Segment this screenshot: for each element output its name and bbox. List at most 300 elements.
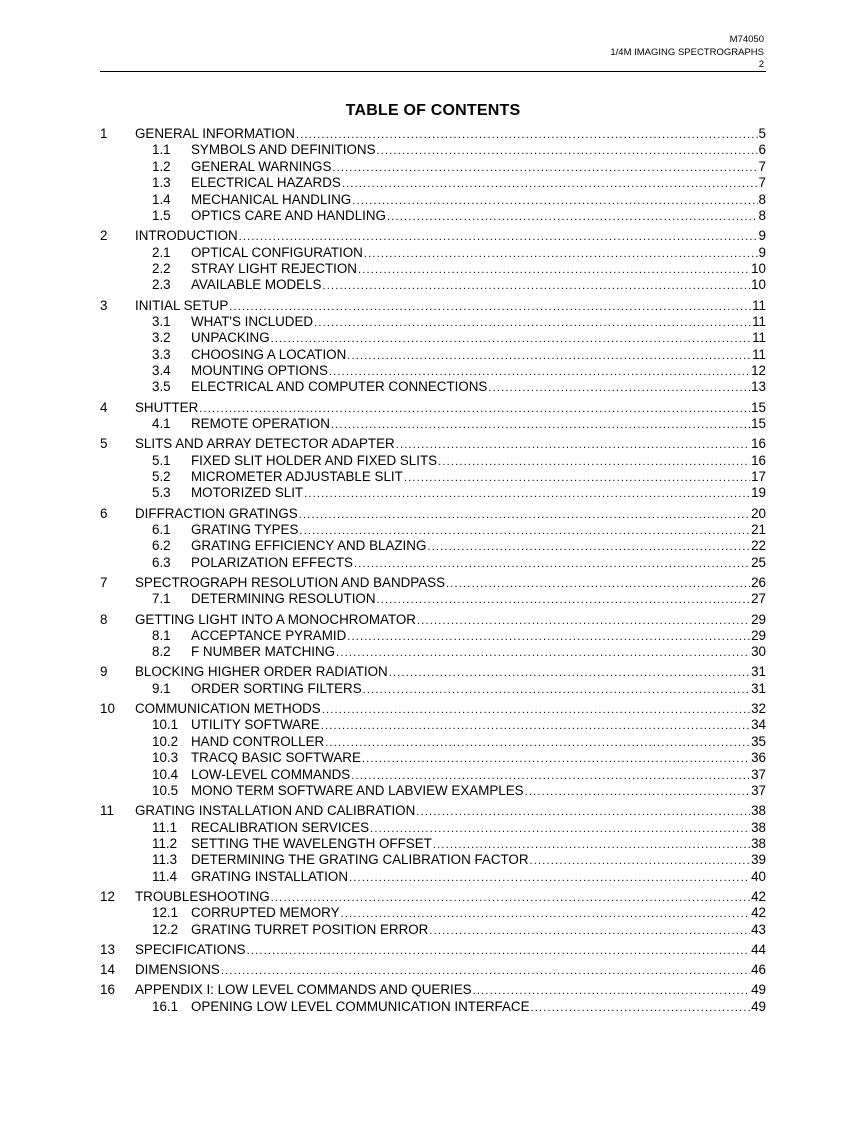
toc-entry-number: 11.3 [152, 852, 178, 868]
dot-leader [351, 768, 750, 784]
dot-leader [417, 613, 750, 629]
toc-subsection-entry[interactable] [100, 469, 766, 485]
toc-subsection-entry[interactable] [100, 314, 766, 330]
toc-entry-number: 6.3 [152, 554, 171, 570]
toc-entry-label: SHUTTER [135, 399, 199, 415]
toc-entry-label: TRACQ BASIC SOFTWARE [191, 750, 361, 766]
dot-leader [488, 380, 750, 396]
toc-entry-label: OPTICS CARE AND HANDLING [191, 207, 386, 223]
toc-page-number: 7 [758, 158, 766, 174]
toc-section [100, 436, 766, 502]
toc-subsection-entry[interactable] [100, 277, 766, 293]
toc-page-number: 19 [751, 485, 766, 501]
dot-leader [332, 160, 757, 176]
toc-entry-line [135, 612, 766, 629]
toc-entry-line [191, 245, 766, 262]
toc-entry-label: INITIAL SETUP [135, 297, 229, 313]
toc-page-number: 15 [751, 399, 766, 415]
document-number: M74050 [729, 34, 764, 45]
toc-page-number: 34 [751, 717, 766, 733]
dot-leader [304, 486, 750, 502]
toc-page-number: 16 [751, 452, 766, 468]
toc-entry-number: 10.4 [152, 766, 179, 782]
dot-leader [336, 645, 750, 661]
toc-section-entry[interactable] [100, 228, 766, 244]
dot-leader [377, 143, 758, 159]
toc-page-number: 38 [751, 819, 766, 835]
toc-subsection-entry[interactable] [100, 330, 766, 346]
toc-entry-line [135, 664, 766, 681]
toc-entry-label: DIFFRACTION GRATINGS [135, 505, 298, 521]
toc-subsection-entry[interactable] [100, 142, 766, 158]
toc-entry-line [135, 803, 766, 820]
toc-entry-line [191, 175, 766, 192]
dot-leader [296, 127, 758, 143]
toc-entry-label: LOW-LEVEL COMMANDS [191, 766, 351, 782]
toc-page-number: 36 [751, 750, 766, 766]
toc-entry-number: 8.2 [152, 644, 171, 660]
toc-section-entry[interactable] [100, 400, 766, 416]
toc-entry-line [191, 628, 766, 645]
toc-section-entry[interactable] [100, 982, 766, 998]
toc-section-entry[interactable] [100, 298, 766, 314]
toc-entry-label: GRATING TURRET POSITION ERROR [191, 921, 429, 937]
toc-subsection-entry[interactable] [100, 820, 766, 836]
toc-subsection-entry[interactable] [100, 836, 766, 852]
toc-page-number: 10 [751, 277, 766, 293]
toc-entry-line [191, 522, 766, 539]
toc-subsection-entry[interactable] [100, 538, 766, 554]
toc-entry-line [191, 208, 766, 225]
toc-page-number: 39 [751, 852, 766, 868]
toc-entry-label: SPECIFICATIONS [135, 941, 246, 957]
toc-entry-label: DETERMINING THE GRATING CALIBRATION FACTOR [191, 852, 529, 868]
toc-page-number: 35 [751, 733, 766, 749]
dot-leader [329, 364, 750, 380]
toc-section [100, 228, 766, 294]
toc-entry-line [135, 400, 766, 417]
toc-entry-line [191, 485, 766, 502]
toc-subsection-entry[interactable] [100, 905, 766, 921]
toc-subsection-entry[interactable] [100, 999, 766, 1015]
toc-entry-number: 6.2 [152, 538, 171, 554]
toc-entry-line [191, 142, 766, 159]
dot-leader [299, 523, 750, 539]
toc-page-number: 6 [758, 142, 766, 158]
toc-section [100, 962, 766, 978]
dot-leader [342, 176, 758, 192]
toc-entry-label: SPECTROGRAPH RESOLUTION AND BANDPASS [135, 574, 446, 590]
toc-entry-label: REMOTE OPERATION [191, 416, 330, 432]
toc-entry-number: 12.1 [152, 905, 179, 921]
toc-entry-line [191, 416, 766, 433]
toc-subsection-entry[interactable] [100, 416, 766, 432]
toc-entry-label: BLOCKING HIGHER ORDER RADIATION [135, 664, 388, 680]
toc-entry-number: 16 [100, 982, 115, 998]
dot-leader [354, 556, 750, 572]
dot-leader [363, 682, 750, 698]
toc-entry-number: 11.1 [152, 819, 178, 835]
toc-page-number: 29 [751, 611, 766, 627]
dot-leader [347, 629, 750, 645]
toc-subsection-entry[interactable] [100, 869, 766, 885]
toc-subsection-entry[interactable] [100, 852, 766, 868]
toc-entry-line [191, 905, 766, 922]
toc-subsection-entry[interactable] [100, 644, 766, 660]
toc-entry-label: ACCEPTANCE PYRAMID [191, 627, 347, 643]
toc-subsection-entry[interactable] [100, 750, 766, 766]
dot-leader [362, 751, 750, 767]
toc-entry-line [191, 453, 766, 470]
toc-page-number: 17 [751, 469, 766, 484]
toc-subsection-entry[interactable] [100, 922, 766, 938]
toc-entry-label: STRAY LIGHT REJECTION [191, 260, 357, 276]
toc-entry-line [191, 852, 766, 869]
toc-entry-label: UNPACKING [191, 330, 270, 346]
toc-entry-number: 13 [100, 941, 115, 957]
toc-section [100, 701, 766, 799]
toc-page-number: 5 [758, 126, 766, 141]
toc-entry-label: AVAILABLE MODELS [191, 277, 322, 293]
toc-page-number: 31 [751, 664, 766, 680]
toc-entry-line [135, 126, 766, 143]
toc-entry-number: 12.2 [152, 921, 179, 937]
toc-subsection-entry[interactable] [100, 555, 766, 571]
dot-leader [321, 718, 750, 734]
toc-page-number: 30 [751, 644, 766, 660]
toc-page-number: 20 [751, 505, 766, 521]
toc-subsection-entry[interactable] [100, 208, 766, 224]
toc-section [100, 298, 766, 396]
toc-section [100, 126, 766, 224]
toc-section-entry[interactable] [100, 701, 766, 717]
toc-entry-number: 5.3 [152, 485, 171, 501]
dot-leader [229, 299, 751, 315]
page-title: TABLE OF CONTENTS [345, 102, 521, 119]
toc-entry-label: GENERAL INFORMATION [135, 126, 295, 141]
toc-entry-number: 11.4 [152, 868, 178, 884]
toc-entry-line [191, 681, 766, 698]
toc-entry-label: WHAT'S INCLUDED [191, 313, 314, 329]
toc-subsection-entry[interactable] [100, 363, 766, 379]
toc-entry-number: 2.3 [152, 277, 171, 293]
toc-entry-number: 10.3 [152, 750, 179, 766]
toc-page-number: 9 [758, 244, 766, 260]
toc-entry-line [191, 379, 766, 396]
dot-leader [331, 417, 750, 433]
toc-entry-number: 9 [100, 664, 108, 680]
toc-entry-line [191, 999, 766, 1016]
toc-page-number: 46 [751, 962, 766, 978]
toc-section [100, 575, 766, 608]
toc-page-number: 11 [752, 330, 766, 346]
dot-leader [525, 784, 751, 800]
toc-entry-label: UTILITY SOFTWARE [191, 717, 320, 733]
toc-page-number: 37 [751, 783, 766, 799]
toc-entry-line [191, 644, 766, 661]
toc-entry-label: OPTICAL CONFIGURATION [191, 244, 363, 260]
toc-entry-line [135, 962, 766, 979]
toc-entry-line [135, 889, 766, 906]
toc-page-number: 27 [751, 591, 766, 607]
toc-entry-line [135, 436, 766, 453]
toc-entry-line [135, 506, 766, 523]
dot-leader [404, 470, 750, 486]
toc-subsection-entry[interactable] [100, 485, 766, 501]
toc-entry-label: MECHANICAL HANDLING [191, 191, 352, 207]
toc-subsection-entry[interactable] [100, 681, 766, 697]
toc-subsection-entry[interactable] [100, 347, 766, 363]
dot-leader [530, 853, 751, 869]
toc-section-entry[interactable] [100, 506, 766, 522]
dot-leader [438, 454, 750, 470]
toc-entry-label: ELECTRICAL AND COMPUTER CONNECTIONS [191, 379, 488, 395]
toc-subsection-entry[interactable] [100, 245, 766, 261]
toc-section [100, 400, 766, 433]
dot-leader [473, 983, 751, 999]
toc-entry-number: 1.1 [152, 142, 171, 158]
toc-entry-number: 10.5 [152, 783, 179, 799]
toc-entry-label: CORRUPTED MEMORY [191, 905, 340, 921]
toc-entry-label: OPENING LOW LEVEL COMMUNICATION INTERFACE [191, 998, 530, 1014]
dot-leader [325, 735, 750, 751]
dot-leader [221, 963, 750, 979]
toc-entry-line [191, 192, 766, 209]
dot-leader [370, 821, 750, 837]
toc-entry-number: 2.1 [152, 244, 171, 260]
toc-entry-line [135, 228, 766, 245]
toc-entry-label: MOUNTING OPTIONS [191, 363, 328, 379]
dot-leader [299, 507, 750, 523]
toc-entry-number: 1.3 [152, 175, 171, 191]
toc-page-number: 25 [751, 554, 766, 570]
toc-subsection-entry[interactable] [100, 192, 766, 208]
toc-section [100, 612, 766, 661]
toc-section-entry[interactable] [100, 436, 766, 452]
document-title: 1/4M IMAGING SPECTROGRAPHS [610, 46, 764, 58]
toc-entry-line [191, 314, 766, 331]
toc-page-number: 7 [758, 175, 766, 191]
toc-entry-number: 5 [100, 436, 108, 452]
dot-leader [396, 437, 750, 453]
toc-page-number: 32 [751, 701, 766, 717]
toc-page-number: 40 [751, 868, 766, 884]
toc-page-number: 21 [751, 521, 766, 537]
toc-entry-number: 3 [100, 297, 108, 313]
toc-subsection-entry[interactable] [100, 175, 766, 191]
toc-page-number: 44 [751, 941, 766, 957]
toc-entry-line [135, 982, 766, 999]
toc-entry-line [191, 347, 766, 364]
dot-leader [387, 209, 758, 225]
toc-section [100, 942, 766, 958]
table-of-contents [100, 126, 766, 1019]
toc-entry-label: INTRODUCTION [135, 228, 238, 244]
toc-subsection-entry[interactable] [100, 767, 766, 783]
toc-entry-number: 16.1 [152, 998, 179, 1014]
toc-section-entry[interactable] [100, 889, 766, 905]
toc-entry-line [191, 555, 766, 572]
toc-page-number: 8 [758, 191, 766, 207]
toc-section-entry[interactable] [100, 803, 766, 819]
toc-page-number: 26 [751, 574, 766, 590]
toc-page-number: 8 [758, 207, 766, 223]
toc-entry-label: TROUBLESHOOTING [135, 888, 270, 904]
toc-entry-label: SETTING THE WAVELENGTH OFFSET [191, 835, 432, 851]
toc-entry-label: ELECTRICAL HAZARDS [191, 175, 341, 191]
toc-entry-label: SLITS AND ARRAY DETECTOR ADAPTER [135, 436, 395, 452]
toc-entry-number: 1.2 [152, 158, 171, 174]
toc-entry-label: GRATING INSTALLATION AND CALIBRATION [135, 803, 416, 819]
toc-entry-label: COMMUNICATION METHODS [135, 701, 321, 717]
toc-entry-label: GRATING INSTALLATION [191, 868, 348, 884]
toc-entry-label: GENERAL WARNINGS [191, 158, 332, 174]
page-header [610, 34, 764, 72]
toc-entry-label: HAND CONTROLLER [191, 733, 325, 749]
toc-entry-line [191, 922, 766, 939]
toc-page-number: 9 [758, 228, 766, 244]
toc-entry-number: 1.5 [152, 207, 171, 223]
toc-entry-label: RECALIBRATION SERVICES [191, 819, 370, 835]
dot-leader [352, 193, 757, 209]
toc-section-entry[interactable] [100, 942, 766, 958]
toc-entry-number: 3.3 [152, 346, 171, 362]
toc-entry-line [191, 330, 766, 347]
toc-entry-label: F NUMBER MATCHING [191, 644, 336, 660]
page-number: 2 [758, 59, 764, 70]
dot-leader [358, 262, 750, 278]
toc-entry-number: 11 [100, 803, 114, 819]
toc-section-entry[interactable] [100, 575, 766, 591]
toc-page-number: 10 [751, 260, 766, 276]
dot-leader [433, 837, 750, 853]
toc-entry-number: 9.1 [152, 680, 171, 696]
toc-entry-label: MONO TERM SOFTWARE AND LABVIEW EXAMPLES [191, 783, 524, 799]
toc-page-number: 49 [751, 982, 766, 998]
toc-entry-line [135, 298, 766, 315]
dot-leader [271, 890, 750, 906]
toc-page-number: 15 [751, 416, 766, 432]
toc-entry-number: 12 [100, 888, 115, 904]
dot-leader [314, 315, 751, 331]
toc-page-number: 13 [751, 379, 766, 395]
toc-section [100, 889, 766, 938]
toc-entry-line [191, 261, 766, 278]
toc-section-entry[interactable] [100, 126, 766, 142]
toc-entry-line [191, 717, 766, 734]
toc-entry-label: MICROMETER ADJUSTABLE SLIT [191, 469, 403, 484]
toc-subsection-entry[interactable] [100, 783, 766, 799]
toc-entry-label: GETTING LIGHT INTO A MONOCHROMATOR [135, 611, 416, 627]
header-rule [100, 71, 766, 72]
dot-leader [429, 923, 750, 939]
toc-entry-number: 3.1 [152, 313, 171, 329]
dot-leader [341, 906, 751, 922]
toc-subsection-entry[interactable] [100, 734, 766, 750]
toc-entry-number: 6 [100, 505, 108, 521]
toc-entry-number: 10.2 [152, 733, 179, 749]
toc-subsection-entry[interactable] [100, 522, 766, 538]
toc-entry-number: 6.1 [152, 521, 171, 537]
toc-entry-label: CHOOSING A LOCATION [191, 346, 347, 362]
dot-leader [322, 702, 750, 718]
toc-section [100, 803, 766, 885]
toc-entry-number: 1.4 [152, 191, 171, 207]
toc-entry-line [191, 750, 766, 767]
toc-entry-number: 4 [100, 399, 108, 415]
toc-page-number: 31 [751, 680, 766, 696]
toc-page-number: 49 [751, 998, 766, 1014]
toc-entry-number: 10.1 [152, 717, 179, 733]
toc-entry-number: 3.5 [152, 379, 171, 395]
toc-page-number: 16 [751, 436, 766, 452]
toc-entry-number: 2.2 [152, 260, 171, 276]
toc-entry-line [191, 836, 766, 853]
toc-entry-label: FIXED SLIT HOLDER AND FIXED SLITS [191, 452, 438, 468]
dot-leader [427, 539, 750, 555]
toc-entry-number: 1 [100, 126, 108, 141]
toc-subsection-entry[interactable] [100, 261, 766, 277]
toc-entry-label: APPENDIX I: LOW LEVEL COMMANDS AND QUERIES [135, 982, 472, 998]
toc-section-entry[interactable] [100, 664, 766, 680]
toc-entry-line [191, 734, 766, 751]
toc-entry-label: GRATING TYPES [191, 521, 299, 537]
toc-entry-number: 11.2 [152, 835, 178, 851]
dot-leader [377, 592, 751, 608]
toc-entry-label: GRATING EFFICIENCY AND BLAZING [191, 538, 427, 554]
toc-section [100, 506, 766, 572]
toc-page-number: 42 [751, 888, 766, 904]
toc-section [100, 664, 766, 697]
toc-entry-line [191, 363, 766, 380]
toc-subsection-entry[interactable] [100, 717, 766, 733]
toc-section-entry[interactable] [100, 612, 766, 628]
dot-leader [364, 246, 758, 262]
toc-entry-line [191, 538, 766, 555]
toc-page-number: 38 [751, 835, 766, 851]
toc-entry-line [191, 277, 766, 294]
dot-leader [531, 1000, 751, 1016]
toc-entry-line [191, 159, 766, 176]
dot-leader [199, 401, 750, 417]
toc-entry-number: 8 [100, 611, 108, 627]
toc-subsection-entry[interactable] [100, 379, 766, 395]
toc-entry-line [191, 469, 766, 486]
toc-page-number: 42 [751, 905, 766, 921]
toc-entry-line [135, 942, 766, 959]
toc-entry-label: SYMBOLS AND DEFINITIONS [191, 142, 376, 158]
toc-entry-label: ORDER SORTING FILTERS [191, 680, 362, 696]
toc-subsection-entry[interactable] [100, 453, 766, 469]
toc-entry-number: 10 [100, 701, 115, 717]
toc-subsection-entry[interactable] [100, 159, 766, 175]
toc-page-number: 12 [751, 363, 766, 379]
toc-entry-line [191, 869, 766, 886]
dot-leader [271, 331, 751, 347]
toc-entry-number: 5.2 [152, 469, 171, 484]
toc-entry-number: 5.1 [152, 452, 171, 468]
toc-entry-number: 4.1 [152, 416, 171, 432]
toc-entry-line [135, 575, 766, 592]
toc-subsection-entry[interactable] [100, 628, 766, 644]
toc-page-number: 38 [751, 803, 766, 819]
toc-entry-line [135, 701, 766, 718]
toc-entry-line [191, 820, 766, 837]
toc-entry-line [191, 783, 766, 800]
toc-page-number: 37 [751, 766, 766, 782]
toc-subsection-entry[interactable] [100, 591, 766, 607]
toc-section-entry[interactable] [100, 962, 766, 978]
